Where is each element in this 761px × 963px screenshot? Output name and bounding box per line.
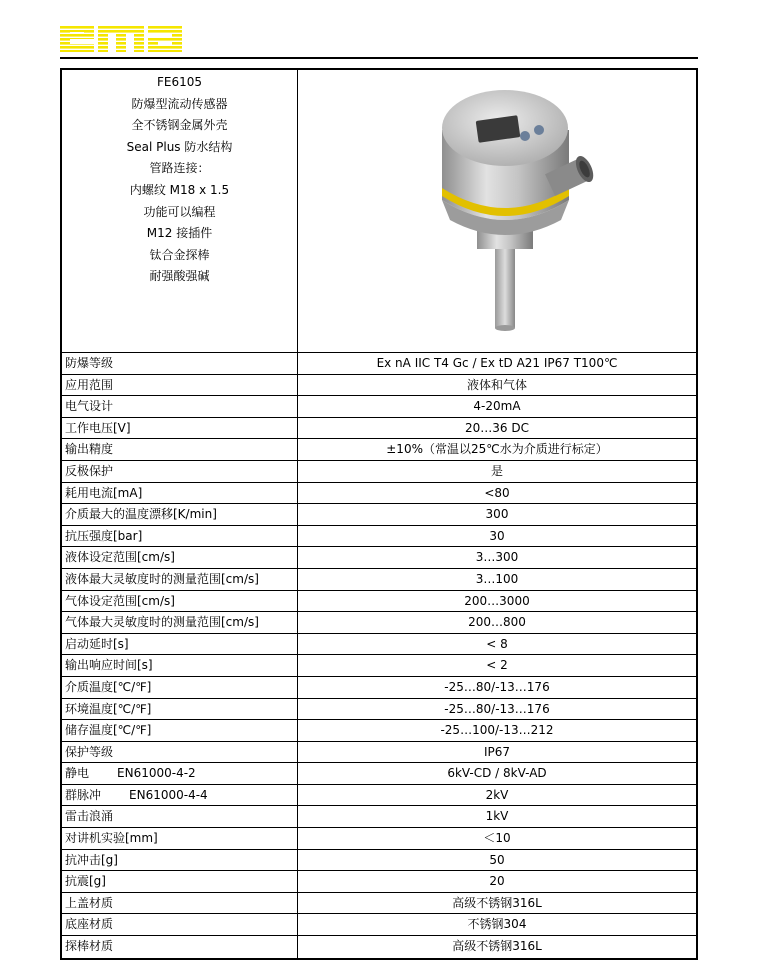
spec-row (62, 353, 696, 375)
spec-label-text: 介质最大的温度漂移[K/min] (65, 507, 217, 522)
spec-label (62, 763, 298, 784)
spec-value: 3…300 (475, 550, 519, 565)
spec-value: -25…80/-13…176 (444, 679, 550, 694)
spec-value: < 8 (486, 636, 508, 651)
spec-label (62, 742, 298, 763)
spec-value: -25…100/-13…212 (440, 723, 554, 738)
spec-label-text: 反极保护 (65, 463, 114, 478)
spec-label-text: 环境温度[℃/℉] (65, 701, 152, 716)
spec-row (62, 461, 696, 483)
spec-row (62, 720, 696, 742)
spec-label-text: 介质温度[℃/℉] (65, 679, 152, 694)
spec-value: 20 (489, 874, 505, 889)
product-line: 管路连接： (149, 161, 210, 176)
spec-label (62, 634, 298, 655)
spec-label (62, 871, 298, 892)
spec-value: 高级不锈钢316L (452, 939, 542, 954)
spec-row (62, 677, 696, 699)
spec-value: ±10%（常温以25℃水为介质进行标定） (386, 442, 608, 457)
spec-row (62, 439, 696, 461)
spec-label-text: 保护等级 (65, 744, 114, 759)
spec-label (62, 418, 298, 439)
spec-value: IP67 (483, 744, 511, 759)
spec-value: 200…3000 (464, 593, 530, 608)
spec-label (62, 720, 298, 741)
spec-row (62, 655, 696, 677)
spec-label (62, 439, 298, 460)
spec-row (62, 893, 696, 915)
spec-label-text: 底座材质 (65, 917, 114, 932)
spec-row (62, 396, 696, 418)
sensor-photo (299, 70, 696, 352)
spec-value: 液体和气体 (466, 377, 527, 392)
spec-value: 200…800 (468, 615, 526, 630)
spec-value: Ex nA IIC T4 Gc / Ex tD A21 IP67 T100℃ (376, 356, 618, 370)
spec-label-text: 对讲机实验[mm] (65, 831, 158, 846)
spec-row (62, 785, 696, 807)
spec-row (62, 699, 696, 721)
spec-label-text: 抗压强度[bar] (65, 528, 143, 543)
spec-label (62, 396, 298, 417)
spec-row (62, 591, 696, 613)
spec-label-text: 输出精度 (65, 442, 114, 457)
spec-row (62, 806, 696, 828)
spec-label-text: 气体最大灵敏度时的测量范围[cm/s] (65, 615, 259, 630)
spec-value: -25…80/-13…176 (444, 701, 550, 716)
spec-label (62, 806, 298, 827)
spec-label-text: 耗用电流[mA] (65, 485, 143, 500)
spec-row (62, 526, 696, 548)
spec-label (62, 569, 298, 590)
spec-value: 4-20mA (473, 399, 521, 414)
spec-row (62, 634, 696, 656)
product-line: 功能可以编程 (143, 204, 216, 219)
spec-label (62, 612, 298, 633)
spec-label-text: 雷击浪涌 (65, 809, 114, 824)
spec-value: 不锈钢304 (467, 917, 527, 932)
spec-standard: EN61000-4-2 (117, 766, 196, 781)
spec-standard: EN61000-4-4 (129, 787, 208, 802)
spec-label-text: 防爆等级 (65, 356, 114, 370)
product-line: FE6105 (156, 75, 203, 89)
product-line: 内螺纹 M18 x 1.5 (129, 182, 230, 197)
spec-label-text: 启动延时[s] (65, 636, 129, 651)
spec-label (62, 655, 298, 676)
spec-label-text: 静电 (65, 766, 90, 781)
product-line: 全不锈钢金属外壳 (131, 118, 228, 133)
spec-label-text: 工作电压[V] (65, 420, 131, 435)
spec-value: 50 (489, 852, 505, 867)
spec-label-text: 电气设计 (65, 399, 114, 414)
spec-value: < 2 (486, 658, 508, 673)
spec-label-text: 储存温度[℃/℉] (65, 723, 152, 738)
header-rule (60, 57, 698, 59)
spec-row (62, 375, 696, 397)
spec-row (62, 936, 696, 958)
spec-label (62, 785, 298, 806)
spec-label (62, 828, 298, 849)
spec-row (62, 828, 696, 850)
spec-label (62, 591, 298, 612)
spec-label (62, 353, 298, 374)
product-overview (62, 70, 696, 353)
spec-row (62, 483, 696, 505)
spec-row (62, 850, 696, 872)
spec-label (62, 526, 298, 547)
spec-label (62, 483, 298, 504)
spec-value: 300 (485, 507, 509, 522)
spec-label (62, 461, 298, 482)
spec-value: 高级不锈钢316L (452, 895, 542, 910)
spec-label (62, 375, 298, 396)
spec-label-text: 气体设定范围[cm/s] (65, 593, 175, 608)
spec-value: 是 (490, 463, 503, 478)
spec-label-text: 液体设定范围[cm/s] (65, 550, 175, 565)
spec-row (62, 569, 696, 591)
product-line: 钛合金探棒 (149, 247, 210, 262)
spec-label (62, 850, 298, 871)
product-line: 耐强酸强碱 (149, 269, 210, 284)
spec-row (62, 418, 696, 440)
spec-label (62, 504, 298, 525)
spec-label (62, 699, 298, 720)
product-description (62, 70, 298, 353)
spec-value: ＜10 (483, 831, 511, 846)
spec-label (62, 914, 298, 935)
spec-label (62, 677, 298, 698)
spec-row (62, 742, 696, 764)
spec-label-text: 探棒材质 (65, 939, 114, 954)
spec-value: 2kV (485, 787, 509, 802)
spec-label-text: 抗冲击[g] (65, 852, 118, 867)
spec-label-text: 群脉冲 (65, 787, 102, 802)
spec-row (62, 504, 696, 526)
datasheet-table (60, 68, 698, 960)
spec-label-text: 输出响应时间[s] (65, 658, 153, 673)
spec-label-text: 应用范围 (65, 377, 114, 392)
spec-value: <80 (484, 485, 510, 500)
product-line: Seal Plus 防水结构 (126, 139, 233, 154)
spec-value: 20…36 DC (465, 420, 529, 435)
spec-row (62, 914, 696, 936)
spec-value: 6kV-CD / 8kV-AD (447, 766, 547, 781)
spec-value: 3…100 (475, 571, 519, 586)
product-line: M12 接插件 (146, 226, 213, 241)
spec-label (62, 893, 298, 914)
spec-row (62, 871, 696, 893)
ema-logo (58, 14, 194, 54)
spec-label-text: 上盖材质 (65, 895, 114, 910)
spec-label (62, 547, 298, 568)
spec-label-text: 抗震[g] (65, 874, 106, 889)
spec-rows (62, 353, 696, 958)
spec-value: 30 (489, 528, 505, 543)
spec-value: 1kV (485, 809, 509, 824)
spec-row (62, 763, 696, 785)
spec-label (62, 936, 298, 958)
spec-label-text: 液体最大灵敏度时的测量范围[cm/s] (65, 571, 259, 586)
spec-row (62, 612, 696, 634)
product-line: 防爆型流动传感器 (131, 96, 228, 111)
spec-row (62, 547, 696, 569)
